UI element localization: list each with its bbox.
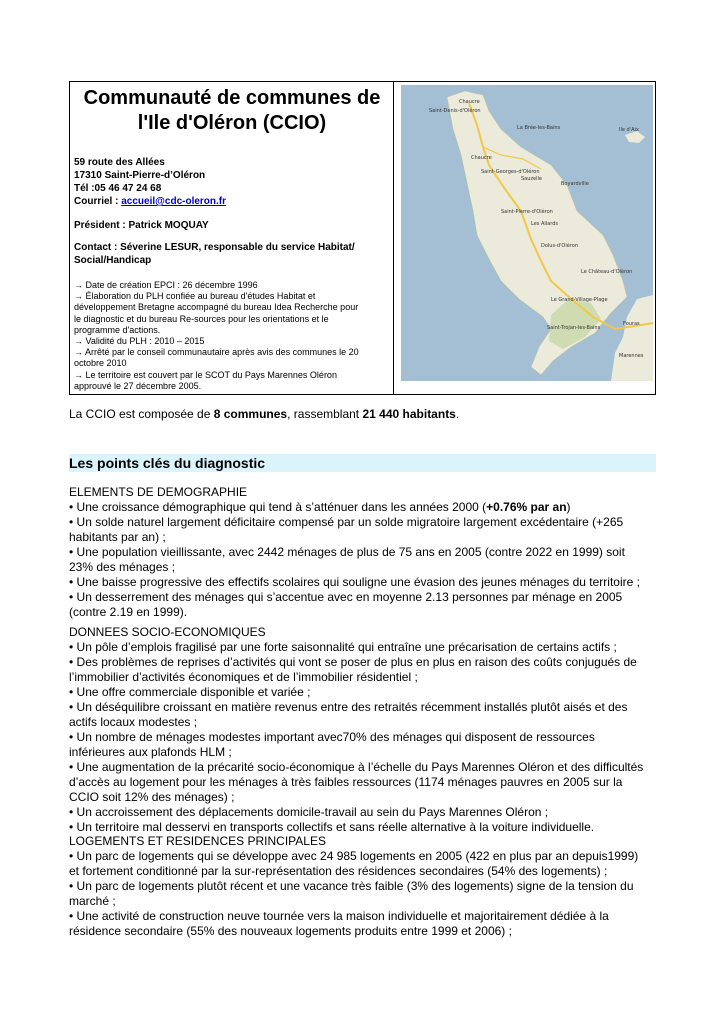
bullet-line: actifs locaux modestes ; bbox=[69, 715, 198, 729]
contact-line-2: Social/Handicap bbox=[74, 255, 152, 266]
map-label: Boyardville bbox=[561, 181, 589, 187]
map-label: Le Château-d'Oléron bbox=[581, 269, 633, 275]
contact-block bbox=[74, 241, 390, 267]
summary-line bbox=[69, 407, 459, 421]
map-label: Le Grand-Village-Plage bbox=[551, 297, 608, 303]
contact-line-1: Contact : Séverine LESUR, responsable du service Habitat/ bbox=[74, 242, 355, 253]
demographie-section bbox=[69, 485, 659, 620]
summary-habitants: 21 440 habitants bbox=[362, 407, 456, 421]
bullet-line: habitants par an) ; bbox=[69, 530, 166, 544]
email-link[interactable]: accueil@cdc-oleron.fr bbox=[121, 196, 227, 207]
map-label: La Brée-les-Bains bbox=[517, 125, 561, 131]
phone: Tél :05 46 47 24 68 bbox=[74, 183, 162, 194]
map-label: Saint-Pierre-d'Oléron bbox=[501, 209, 553, 215]
bullet-line: marché ; bbox=[69, 894, 116, 908]
map-label: Saint-Georges-d'Oléron bbox=[481, 169, 540, 175]
map-label: Marennes bbox=[619, 353, 644, 359]
note-line: développement Bretagne accompagné du bureau Idea Recherche pour bbox=[74, 302, 359, 313]
bullet-line: inférieures aux plafonds HLM ; bbox=[69, 745, 232, 759]
note-line: programme d'actions. bbox=[74, 324, 161, 335]
note-line: le diagnostic et du bureau Re-sources pour les orientations et le bbox=[74, 313, 329, 324]
note-line: → Validité du PLH : 2010 – 2015 bbox=[74, 336, 205, 347]
bullet-line: • Un desserrement des ménages qui s’accentue avec en moyenne 2.13 personnes par ménage en 2005 bbox=[69, 590, 623, 604]
bullet-line: résidence secondaire (55% des nouveaux logements produits entre 1999 et 2006) ; bbox=[69, 924, 512, 938]
title-line-2: l'Ile d'Oléron (CCIO) bbox=[137, 112, 327, 134]
logements-section bbox=[69, 834, 659, 939]
bullet-line: et fortement conditionné par la sur-représentation des résidences secondaires (54% des logements) ; bbox=[69, 864, 608, 878]
summary-suffix: . bbox=[455, 407, 460, 421]
bullet-line bbox=[69, 500, 659, 515]
bullet-line: • Un accroissement des déplacements domicile-travail au sein du Pays Marennes Oléron ; bbox=[69, 805, 549, 819]
address-street: 59 route des Allées bbox=[74, 157, 165, 168]
bullet-line: d’accès au logement pour les ménages à très faibles ressources (1174 ménages pauvres en 2005 sur la bbox=[69, 775, 623, 789]
bullet-line: CCIO soit 12% des ménages) ; bbox=[69, 790, 235, 804]
map-label: Dolus-d'Oléron bbox=[541, 243, 578, 249]
bullet-line: • Une population vieillissante, avec 2442 ménages de plus de 75 ans en 2005 (contre 2022 en 1999) soit bbox=[69, 545, 625, 559]
map-label: Sauzelle bbox=[521, 176, 542, 182]
map-label: Ile d'Aix bbox=[619, 127, 639, 133]
bullet-line: • Un solde naturel largement déficitaire compensé par un solde migratoire largement excédentaire (+265 bbox=[69, 515, 624, 529]
page-title bbox=[76, 86, 388, 136]
logements-heading: LOGEMENTS ET RESIDENCES PRINCIPALES bbox=[69, 834, 326, 848]
bullet-line: • Un pôle d’emplois fragilisé par une forte saisonnalité qui entraîne une précarisation de certains actifs ; bbox=[69, 640, 617, 654]
bullet-line: • Une activité de construction neuve tournée vers la maison individuelle et majoritairement dédiée à la bbox=[69, 909, 609, 923]
divider bbox=[393, 82, 394, 394]
title-line-1: Communauté de communes de bbox=[83, 87, 381, 109]
bullet-line: • Un déséquilibre croissant en matière revenus entre des retraités récemment installés plutôt aisés et des bbox=[69, 700, 628, 714]
summary-communes: 8 communes bbox=[213, 407, 288, 421]
map-label: Les Allards bbox=[531, 221, 558, 227]
note-line: → Élaboration du PLH confiée au bureau d'études Habitat et bbox=[74, 291, 316, 302]
summary-middle: , rassemblant bbox=[287, 407, 363, 421]
socio-section bbox=[69, 625, 659, 835]
president: Président : Patrick MOQUAY bbox=[74, 220, 209, 231]
socio-heading: DONNEES SOCIO-ECONOMIQUES bbox=[69, 625, 266, 639]
note-line: approuvé le 27 décembre 2005. bbox=[74, 380, 202, 391]
bullet-line: 23% des ménages ; bbox=[69, 560, 176, 574]
plh-notes bbox=[74, 280, 390, 392]
demographie-heading: ELEMENTS DE DEMOGRAPHIE bbox=[69, 485, 248, 499]
bullet-line: • Des problèmes de reprises d’activités qui vont se poser de plus en plus en raison des coûts conjugués de bbox=[69, 655, 637, 669]
bullet-line: (contre 2.19 en 1999). bbox=[69, 605, 188, 619]
map-label: Saint-Denis-d'Oléron bbox=[429, 108, 481, 114]
bullet-text: ) bbox=[566, 500, 571, 514]
note-line: → Date de création EPCI : 26 décembre 1996 bbox=[74, 280, 258, 290]
bullet-line: • Un nombre de ménages modestes important avec70% des ménages qui disposent de ressources bbox=[69, 730, 595, 744]
map-label: Fouras bbox=[623, 321, 640, 327]
summary-prefix: La CCIO est composée de bbox=[69, 407, 214, 421]
note-line: → Arrêté par le conseil communautaire après avis des communes le 20 bbox=[74, 347, 359, 358]
bullet-line: l’immobilier d’activités économiques et de l’immobilier résidentiel ; bbox=[69, 670, 418, 684]
bullet-bold: +0.76% par an bbox=[486, 500, 567, 514]
address-block bbox=[74, 156, 390, 208]
bullet-line: • Un parc de logements qui se développe avec 24 985 logements en 2005 (422 en plus par an depuis1999) bbox=[69, 849, 639, 863]
email-label: Courriel : bbox=[74, 196, 122, 207]
section-heading: Les points clés du diagnostic bbox=[69, 454, 656, 472]
note-line: → Le territoire est couvert par le SCOT du Pays Marennes Oléron bbox=[74, 369, 337, 380]
bullet-text: • Une croissance démographique qui tend à s’atténuer dans les années 2000 ( bbox=[69, 500, 487, 514]
bullet-line: • Un parc de logements plutôt récent et une vacance très faible (3% des logements) signe de la tension du bbox=[69, 879, 634, 893]
map-label: Chaucre bbox=[471, 155, 492, 161]
info-box bbox=[69, 81, 656, 395]
email-row bbox=[74, 195, 390, 208]
bullet-line: • Une baisse progressive des effectifs scolaires qui souligne une évasion des jeunes ménages du territoire ; bbox=[69, 575, 640, 589]
bullet-line: • Une augmentation de la précarité socio-économique à l’échelle du Pays Marennes Oléron et des difficultés bbox=[69, 760, 644, 774]
map-label: Saint-Trojan-les-Bains bbox=[547, 325, 601, 331]
bullet-line: • Une offre commerciale disponible et variée ; bbox=[69, 685, 311, 699]
bullet-line: • Un territoire mal desservi en transports collectifs et sans réelle alternative à la voiture individuelle. bbox=[69, 820, 595, 834]
address-city: 17310 Saint-Pierre-d’Oléron bbox=[74, 170, 206, 181]
map-label: Chaucre bbox=[459, 99, 480, 105]
oleron-map bbox=[401, 85, 653, 381]
note-line: octobre 2010 bbox=[74, 358, 127, 369]
